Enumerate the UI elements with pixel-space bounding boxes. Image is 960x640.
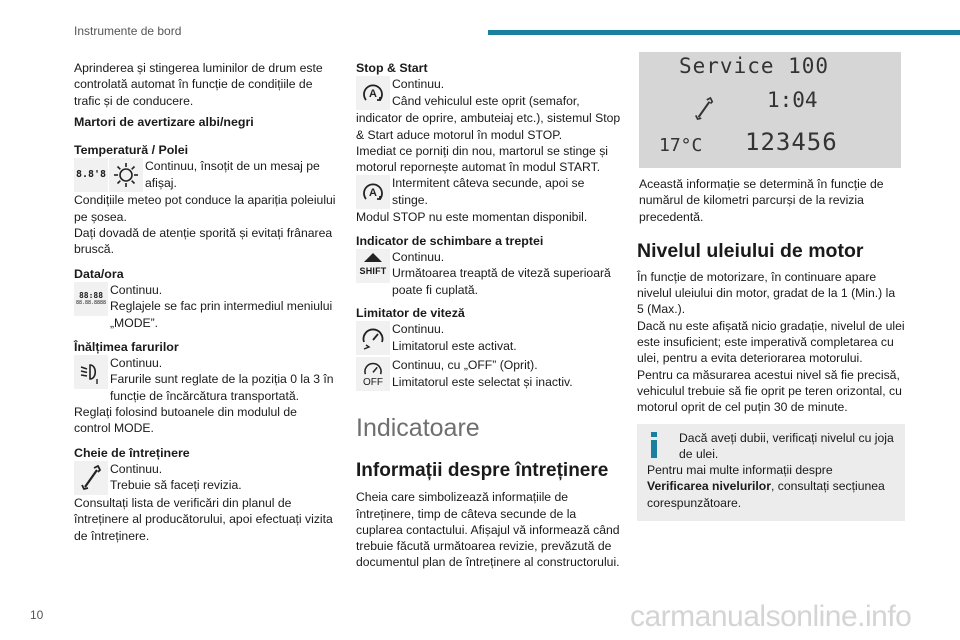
gear-heading: Indicator de schimbare a treptei: [356, 233, 544, 248]
limiter-text-2: Limitatorul este activat.: [392, 338, 517, 353]
column-middle: [356, 60, 622, 571]
gear-text-2: Următoarea treaptă de viteză superioară poate fi cuplată.: [392, 266, 611, 297]
info-icon: [647, 432, 661, 458]
info-note: [637, 424, 905, 521]
speed-limiter-icon: [356, 321, 390, 355]
display-wrench-icon: [693, 96, 715, 122]
headlamp-icon: [74, 355, 108, 389]
note-text-1: Dacă aveți dubii, verificați nivelul cu joja de ulei.: [679, 430, 894, 461]
service-heading: Cheie de întreținere: [74, 445, 190, 460]
service-text-3: Consultați lista de verificări din planul de întreținere al producătorului, apoi efectuați vizita de întreținere.: [74, 495, 333, 543]
headlamp-text-1: Continuu.: [110, 356, 163, 371]
limiter-text-1: Continuu.: [392, 322, 445, 337]
shift-icon: SHIFT: [356, 249, 390, 283]
clock-text-2: Reglajele se fac prin intermediul meniului „MODE”.: [110, 299, 333, 330]
stopstart-icon: [356, 76, 390, 110]
watermark: carmanualsonline.info: [630, 600, 912, 633]
oil-paragraph-1: În funcție de motorizare, în continuare apare nivelul uleiului din motor, gradat de la 1 (Min.) la 5 (Max.).: [637, 269, 896, 317]
svg-text:A: A: [369, 88, 377, 101]
warning-lamps-heading: Martori de avertizare albi/negri: [74, 114, 254, 129]
stopstart-blink-icon: [356, 175, 390, 209]
note-text-2: Pentru mai multe informații despre: [647, 463, 833, 478]
stopstart-heading: Stop & Start: [356, 61, 428, 75]
limiter-text-4: Limitatorul este selectat și inactiv.: [392, 374, 573, 389]
display-service-text: Service 100: [679, 54, 830, 78]
temperature-text: Continuu, însoțit de un mesaj pe afișaj.: [145, 159, 320, 190]
oil-paragraph-3: Pentru ca măsurarea acestui nivel să fie precisă, vehiculul trebuie să fie oprit pe teren orizontal, cu motorul oprit de cel puțin 30 de minute.: [637, 367, 902, 415]
maintenance-info-heading: Informații despre întreținere: [356, 460, 609, 482]
stopstart-text-2-start: Când vehiculul este oprit (semafor,: [392, 93, 580, 108]
clock-display-icon: 88:88 88.88.8888: [74, 282, 108, 316]
oil-paragraph-2: Dacă nu este afișată nicio gradație, nivelul de ulei este insuficient; este imperativă completarea cu ulei, pentru a evita deteriorarea motorului.: [637, 318, 905, 366]
column-right: [637, 54, 905, 521]
stopstart-text-4: Intermitent câteva secunde, apoi se stinge.: [392, 176, 585, 207]
stopstart-text-2-rest: indicator de oprire, ambuteiaj etc.), sistemul Stop & Start aduce motorul în modul STOP.: [356, 111, 621, 142]
page-number: 10: [30, 608, 44, 622]
headlamp-text-3: Reglați folosind butoanele din modulul de control MODE.: [74, 405, 297, 436]
temperature-desc: Condițiile meteo pot conduce la apariția poleiului pe șosea.: [74, 193, 336, 224]
display-odometer-text: 123456: [745, 128, 838, 156]
maintenance-info-paragraph: Cheia care simbolizează informațiile de întreținere, timp de câteva secunde de la cuplarea contactului. Afișajul vă informează când trebuie făcută următoarea revizie, prevăzută de documentul plan de întreținere al constructorului.: [356, 490, 620, 570]
temperature-display-icon: 8.8'8: [74, 158, 108, 192]
section-title-indicatoare: Indicatoare: [356, 414, 480, 443]
headlamp-text-2: Farurile sunt reglate de la poziția 0 la 3 în funcție de încărcătura transportată.: [110, 372, 334, 403]
svg-text:A: A: [369, 187, 377, 200]
header-accent-bar: [488, 30, 960, 35]
stopstart-text-5: Modul STOP nu este momentan disponibil.: [356, 210, 588, 225]
service-text-2: Trebuie să faceți revizia.: [110, 478, 242, 493]
header-title: Instrumente de bord: [74, 24, 182, 38]
clock-text-1: Continuu.: [110, 282, 163, 297]
temperature-heading: Temperatură / Polei: [74, 143, 189, 158]
headlamp-heading: Înălțimea farurilor: [74, 339, 179, 354]
display-caption: Această informație se determină în funcție de numărul de kilometri parcurși de la revizia precedentă.: [639, 177, 884, 224]
clock-heading: Data/ora: [74, 266, 124, 281]
wrench-icon: [74, 461, 108, 495]
note-bold-link: Verificarea nivelurilor: [647, 479, 771, 494]
column-left: [74, 60, 336, 544]
snowflake-icon: [109, 158, 143, 192]
oil-level-heading: Nivelul uleiului de motor: [637, 239, 864, 262]
temperature-desc-2: Dați dovadă de atenție sporită și evitați frânarea bruscă.: [74, 226, 333, 257]
display-time-text: 1:04: [767, 88, 818, 112]
gear-text-1: Continuu.: [392, 250, 445, 265]
service-display-image: [639, 52, 901, 168]
intro-paragraph: Aprinderea și stingerea luminilor de drum este controlată automat în funcție de condițiile de trafic și de conducere.: [74, 61, 323, 108]
limiter-text-3: Continuu, cu „OFF” (Oprit).: [392, 358, 538, 373]
stopstart-text-3: Imediat ce porniți din nou, martorul se stinge și motorul repornește automat în modul START.: [356, 143, 608, 175]
speed-limiter-off-icon: OFF: [356, 357, 390, 391]
limiter-heading: Limitator de viteză: [356, 305, 465, 320]
service-text-1: Continuu.: [110, 461, 163, 476]
display-temperature-text: 17°C: [659, 135, 703, 156]
note-text-3: Verificarea nivelurilor, consultați secțiunea corespunzătoare.: [647, 479, 885, 510]
stopstart-text-1: Continuu.: [392, 77, 445, 92]
